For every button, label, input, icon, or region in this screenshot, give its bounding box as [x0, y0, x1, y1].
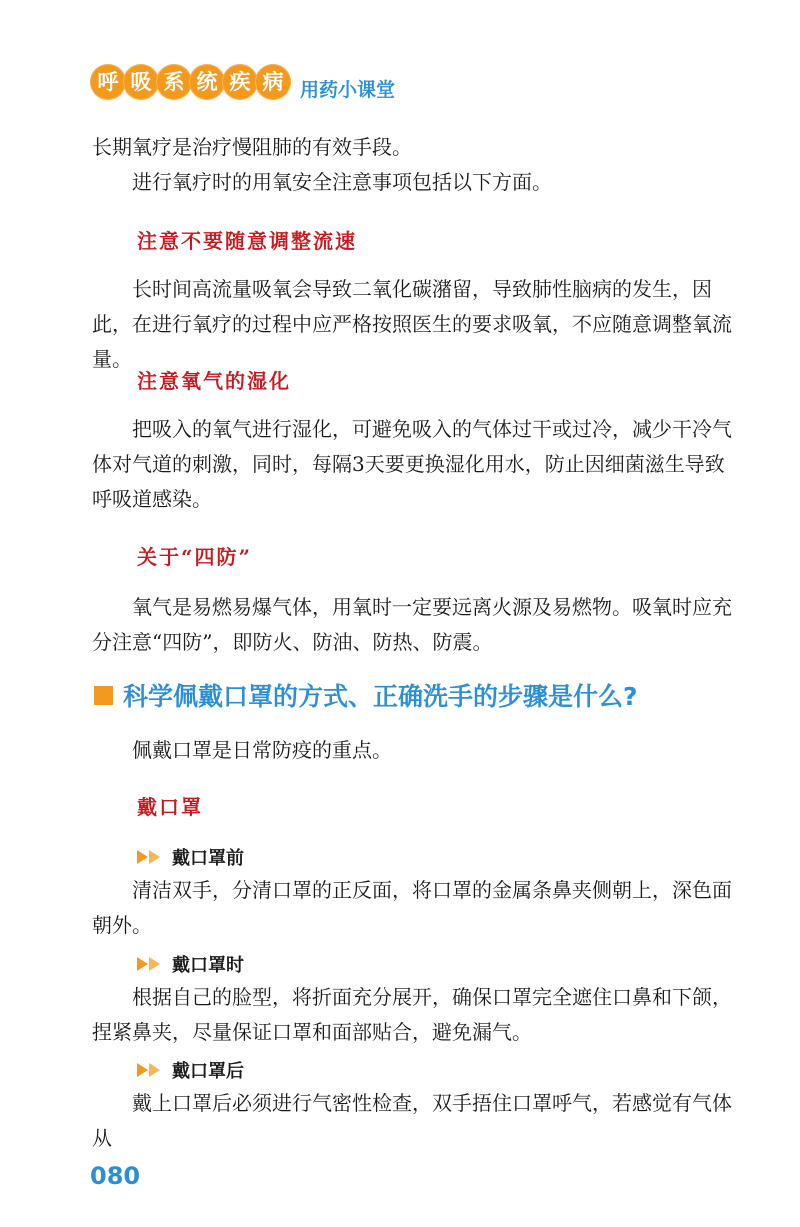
book-title-char: 统 — [189, 64, 225, 100]
double-arrow-icon — [137, 957, 160, 971]
book-title-char: 系 — [156, 64, 192, 100]
subheading: 戴口罩 — [137, 795, 203, 819]
paragraph: 长期氧疗是治疗慢阻肺的有效手段。 — [92, 135, 412, 159]
section-heading — [94, 677, 638, 713]
subheading: 关于“四防” — [137, 545, 253, 569]
paragraph: 戴上口罩后必须进行气密性检查，双手捂住口罩呼气，若感觉有气体从 — [92, 1091, 732, 1150]
book-title — [90, 64, 288, 100]
step-heading-during — [137, 951, 244, 977]
paragraph: 根据自己的脸型，将折面充分展开，确保口罩完全遮住口鼻和下颌，捏紧鼻夹，尽量保证口罩和面部贴合，避免漏气。 — [92, 985, 732, 1044]
paragraph: 清洁双手，分清口罩的正反面，将口罩的金属条鼻夹侧朝上，深色面朝外。 — [92, 878, 732, 937]
step-label: 戴口罩前 — [172, 848, 244, 869]
step-label: 戴口罩后 — [172, 1061, 244, 1082]
section-title: 科学佩戴口罩的方式、正确洗手的步骤是什么? — [123, 682, 638, 711]
double-arrow-icon — [137, 850, 160, 864]
paragraph: 氧气是易燃易爆气体，用氧时一定要远离火源及易燃物。吸氧时应充分注意“四防”，即防火、防油、防热、防震。 — [92, 595, 732, 654]
book-title-char: 吸 — [123, 64, 159, 100]
square-bullet-icon — [94, 686, 113, 705]
paragraph: 佩戴口罩是日常防疫的重点。 — [132, 738, 392, 762]
double-arrow-icon — [137, 1063, 160, 1077]
step-heading-after — [137, 1057, 244, 1083]
running-header — [90, 62, 395, 102]
book-title-char: 疾 — [222, 64, 258, 100]
paragraph: 把吸入的氧气进行湿化，可避免吸入的气体过干或过冷，减少干冷气体对气道的刺激，同时，每隔3天要更换湿化用水，防止因细菌滋生导致呼吸道感染。 — [92, 417, 732, 511]
subheading: 注意不要随意调整流速 — [137, 229, 357, 253]
subheading: 注意氧气的湿化 — [137, 369, 291, 393]
book-subtitle: 用药小课堂 — [300, 78, 396, 101]
paragraph: 长时间高流量吸氧会导致二氧化碳潴留，导致肺性脑病的发生，因此，在进行氧疗的过程中应严格按照医生的要求吸氧，不应随意调整氧流量。 — [92, 277, 732, 371]
paragraph: 进行氧疗时的用氧安全注意事项包括以下方面。 — [132, 170, 552, 194]
step-label: 戴口罩时 — [172, 955, 244, 976]
book-title-char: 呼 — [90, 64, 126, 100]
page-number: 080 — [90, 1162, 141, 1190]
step-heading-before — [137, 844, 244, 870]
book-title-char: 病 — [255, 64, 291, 100]
